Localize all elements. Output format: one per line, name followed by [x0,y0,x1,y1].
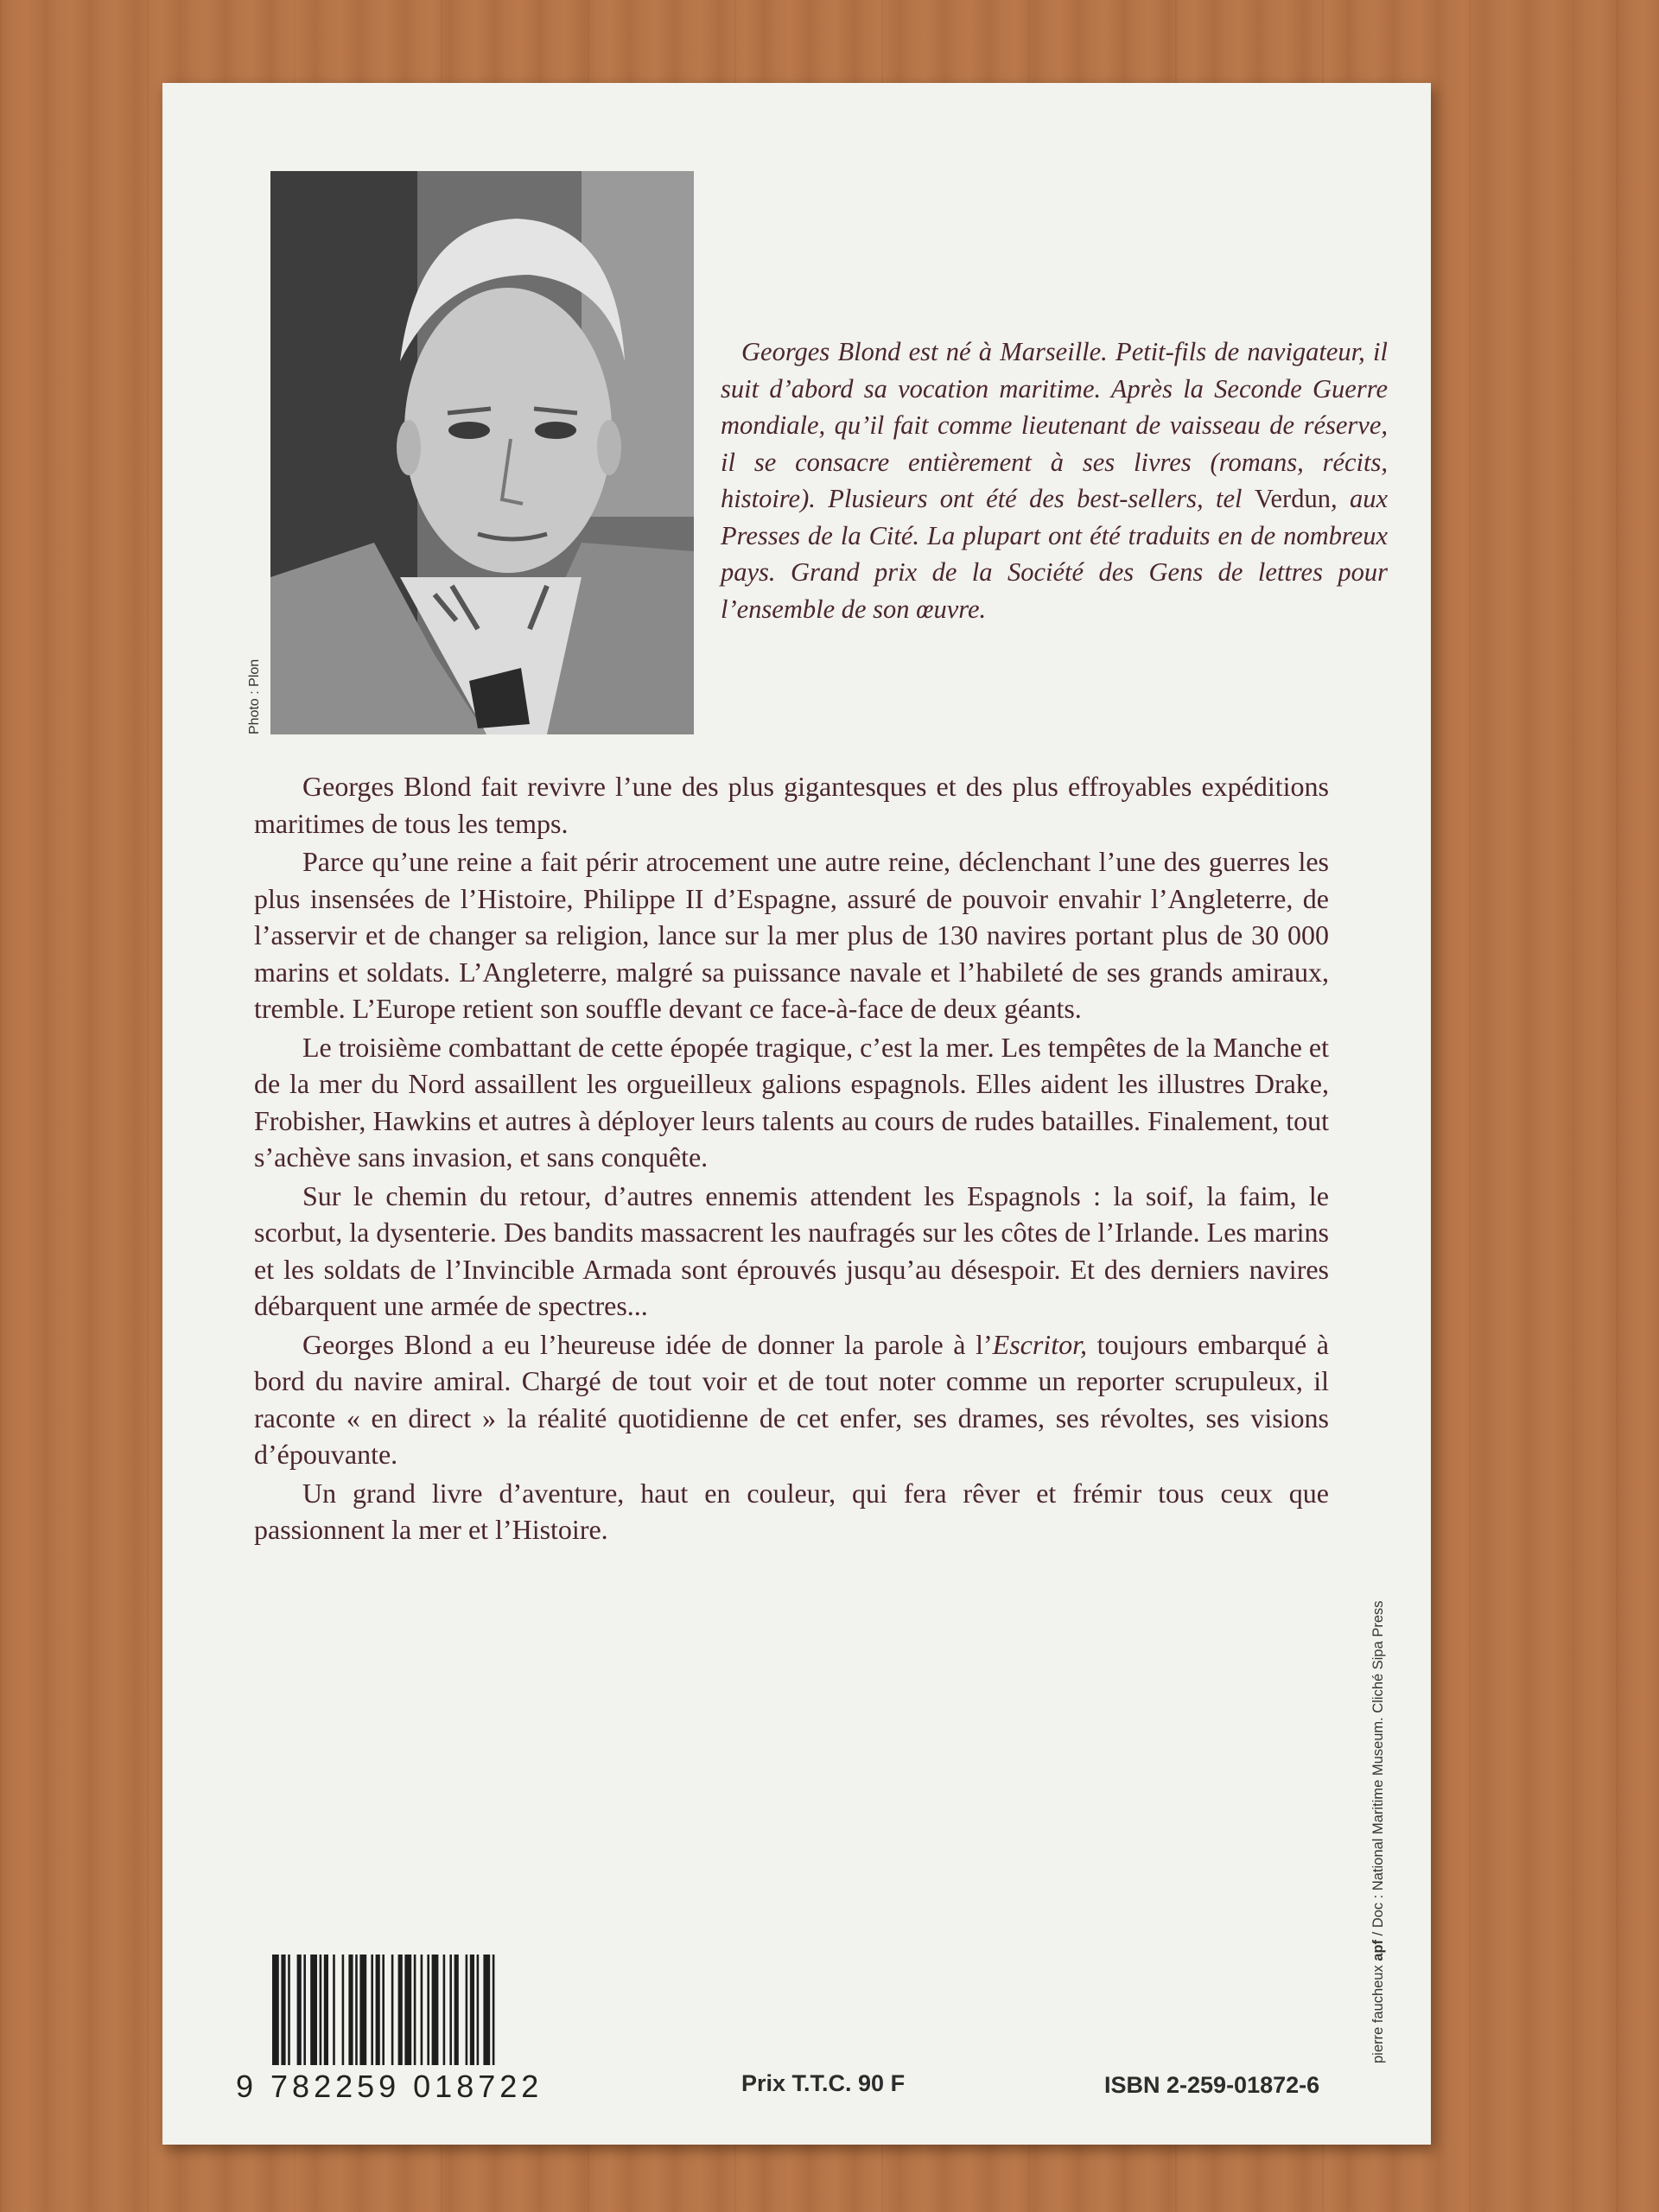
barcode-bar [297,1955,302,2065]
barcode-bar [443,1955,446,2065]
barcode-bar [477,1955,480,2065]
barcode-bar [281,1955,285,2065]
barcode-bar [493,1955,495,2065]
barcode-bar [466,1955,468,2065]
barcode-bar [342,1955,345,2065]
barcode-bar [449,1955,452,2065]
isbn-label: ISBN 2-259-01872-6 [1104,2072,1320,2098]
paragraph-2: Parce qu’une reine a fait périr atrocement une autre reine, déclenchant l’une des guerres les plus insensées de l’Histoire, Philippe II d’Espagne, assuré de pouvoir envahir l’Angleterre, de l’asservir et de changer sa religion, lance sur la mer plus de 130 navires portant plus de 30 000 marins et soldats. L’Angleterre, malgré sa puissance navale et l’habileté de ses grands amiraux, tremble. L’Europe retient son souffle devant ce face-à-face de deux géants. [254,846,1329,1024]
barcode-bar [376,1955,380,2065]
bio-title-verdun: Verdun [1254,484,1331,513]
barcode-bar [348,1955,353,2065]
barcode-bar [432,1955,439,2065]
barcode-bar [303,1955,306,2065]
paragraph-3: Le troisième combattant de cette épopée tragique, c’est la mer. Les tempêtes de la Manche et de la mer du Nord assaillent les orgueilleux galions espagnols. Elles aident les illustres Drake, Frobisher, Hawkins et autres à déployer leurs talents au cours de rudes batailles. Finalement, tout s’achève sans invasion, et sans conquête. [254,1031,1329,1173]
barcode-bar [320,1955,322,2065]
barcode-bar [421,1955,423,2065]
photo-credit: Photo : Plon [247,658,262,734]
barcode-bar [272,1955,279,2065]
barcode-bar [398,1955,403,2065]
barcode-bar [382,1955,385,2065]
barcode-bar [427,1955,429,2065]
design-credit-c: / Doc : National Maritime Museum. Cliché Sipa Press [1370,1600,1386,1940]
barcode-bar [391,1955,394,2065]
barcode-bar [470,1955,474,2065]
barcode-bar [333,1955,335,2065]
paragraph-4: Sur le chemin du retour, d’autres ennemis attendent les Espagnols : la soif, la faim, le scorbut, la dysenterie. Des bandits massacrent les naufragés sur les côtes de l’Irlande. Les marins et les soldats de l’Invincible Armada sont éprouvés jusqu’au désespoir. Et des derniers navires débarquent une armée de spectres... [254,1179,1329,1321]
paragraph-1: Georges Blond fait revivre l’une des plus gigantesques et des plus effroyables expéditions maritimes de tous les temps. [254,771,1329,839]
barcode-bar [355,1955,358,2065]
barcode-bar [324,1955,328,2065]
barcode-bar [310,1955,317,2065]
barcode-bar [359,1955,366,2065]
barcode-bar [371,1955,373,2065]
design-credit-a: pierre faucheux [1370,1961,1386,2063]
design-credit [1370,1600,1387,2063]
paragraph-6: Un grand livre d’aventure, haut en couleur, qui fera rêver et frémir tous ceux que passionnent la mer et l’Histoire. [254,1477,1329,1545]
price-label: Prix T.T.C. 90 F [741,2070,906,2096]
barcode-bar [288,1955,290,2065]
author-biography [721,334,1388,627]
escritor-term: Escritor, [992,1328,1087,1360]
barcode-bar [414,1955,416,2065]
barcode-bar [454,1955,459,2065]
book-description [254,768,1329,1550]
bio-text-1: Georges Blond est né à Marseille. Petit-fils de navigateur, il suit d’abord sa vocation maritime. Après la Seconde Guerre mondiale, qu’il fait comme lieutenant de vaisseau de réserve, il se consacre entièrement à ses livres (romans, récits, histoire). Plusieurs ont été des best-sellers, tel [721,337,1388,513]
design-credit-logo: apf [1370,1939,1386,1961]
paragraph-5 [254,1326,1329,1473]
author-photo [270,171,694,734]
paragraph-5-start: Georges Blond a eu l’heureuse idée de donner la parole à l’ [302,1328,993,1360]
book-back-cover [162,83,1431,2145]
barcode-bar [404,1955,411,2065]
bio-text-2: , aux Presses de la Cité. La plupart ont été traduits en de nombreux pays. Grand prix de la Société des Gens de lettres pour l’ensemble de son œuvre. [721,484,1389,624]
barcode-bar [483,1955,490,2065]
paragraph-5-end: toujours embarqué à bord du navire amiral. Chargé de tout voir et de tout noter comme un reporter scrupuleux, il raconte « en direct » la réalité quotidienne de cet enfer, ses drames, ses révoltes, ses visions d’épouvante. [254,1328,1330,1470]
barcode-number: 9 782259 018722 [236,2069,543,2104]
barcode [270,1955,560,2065]
